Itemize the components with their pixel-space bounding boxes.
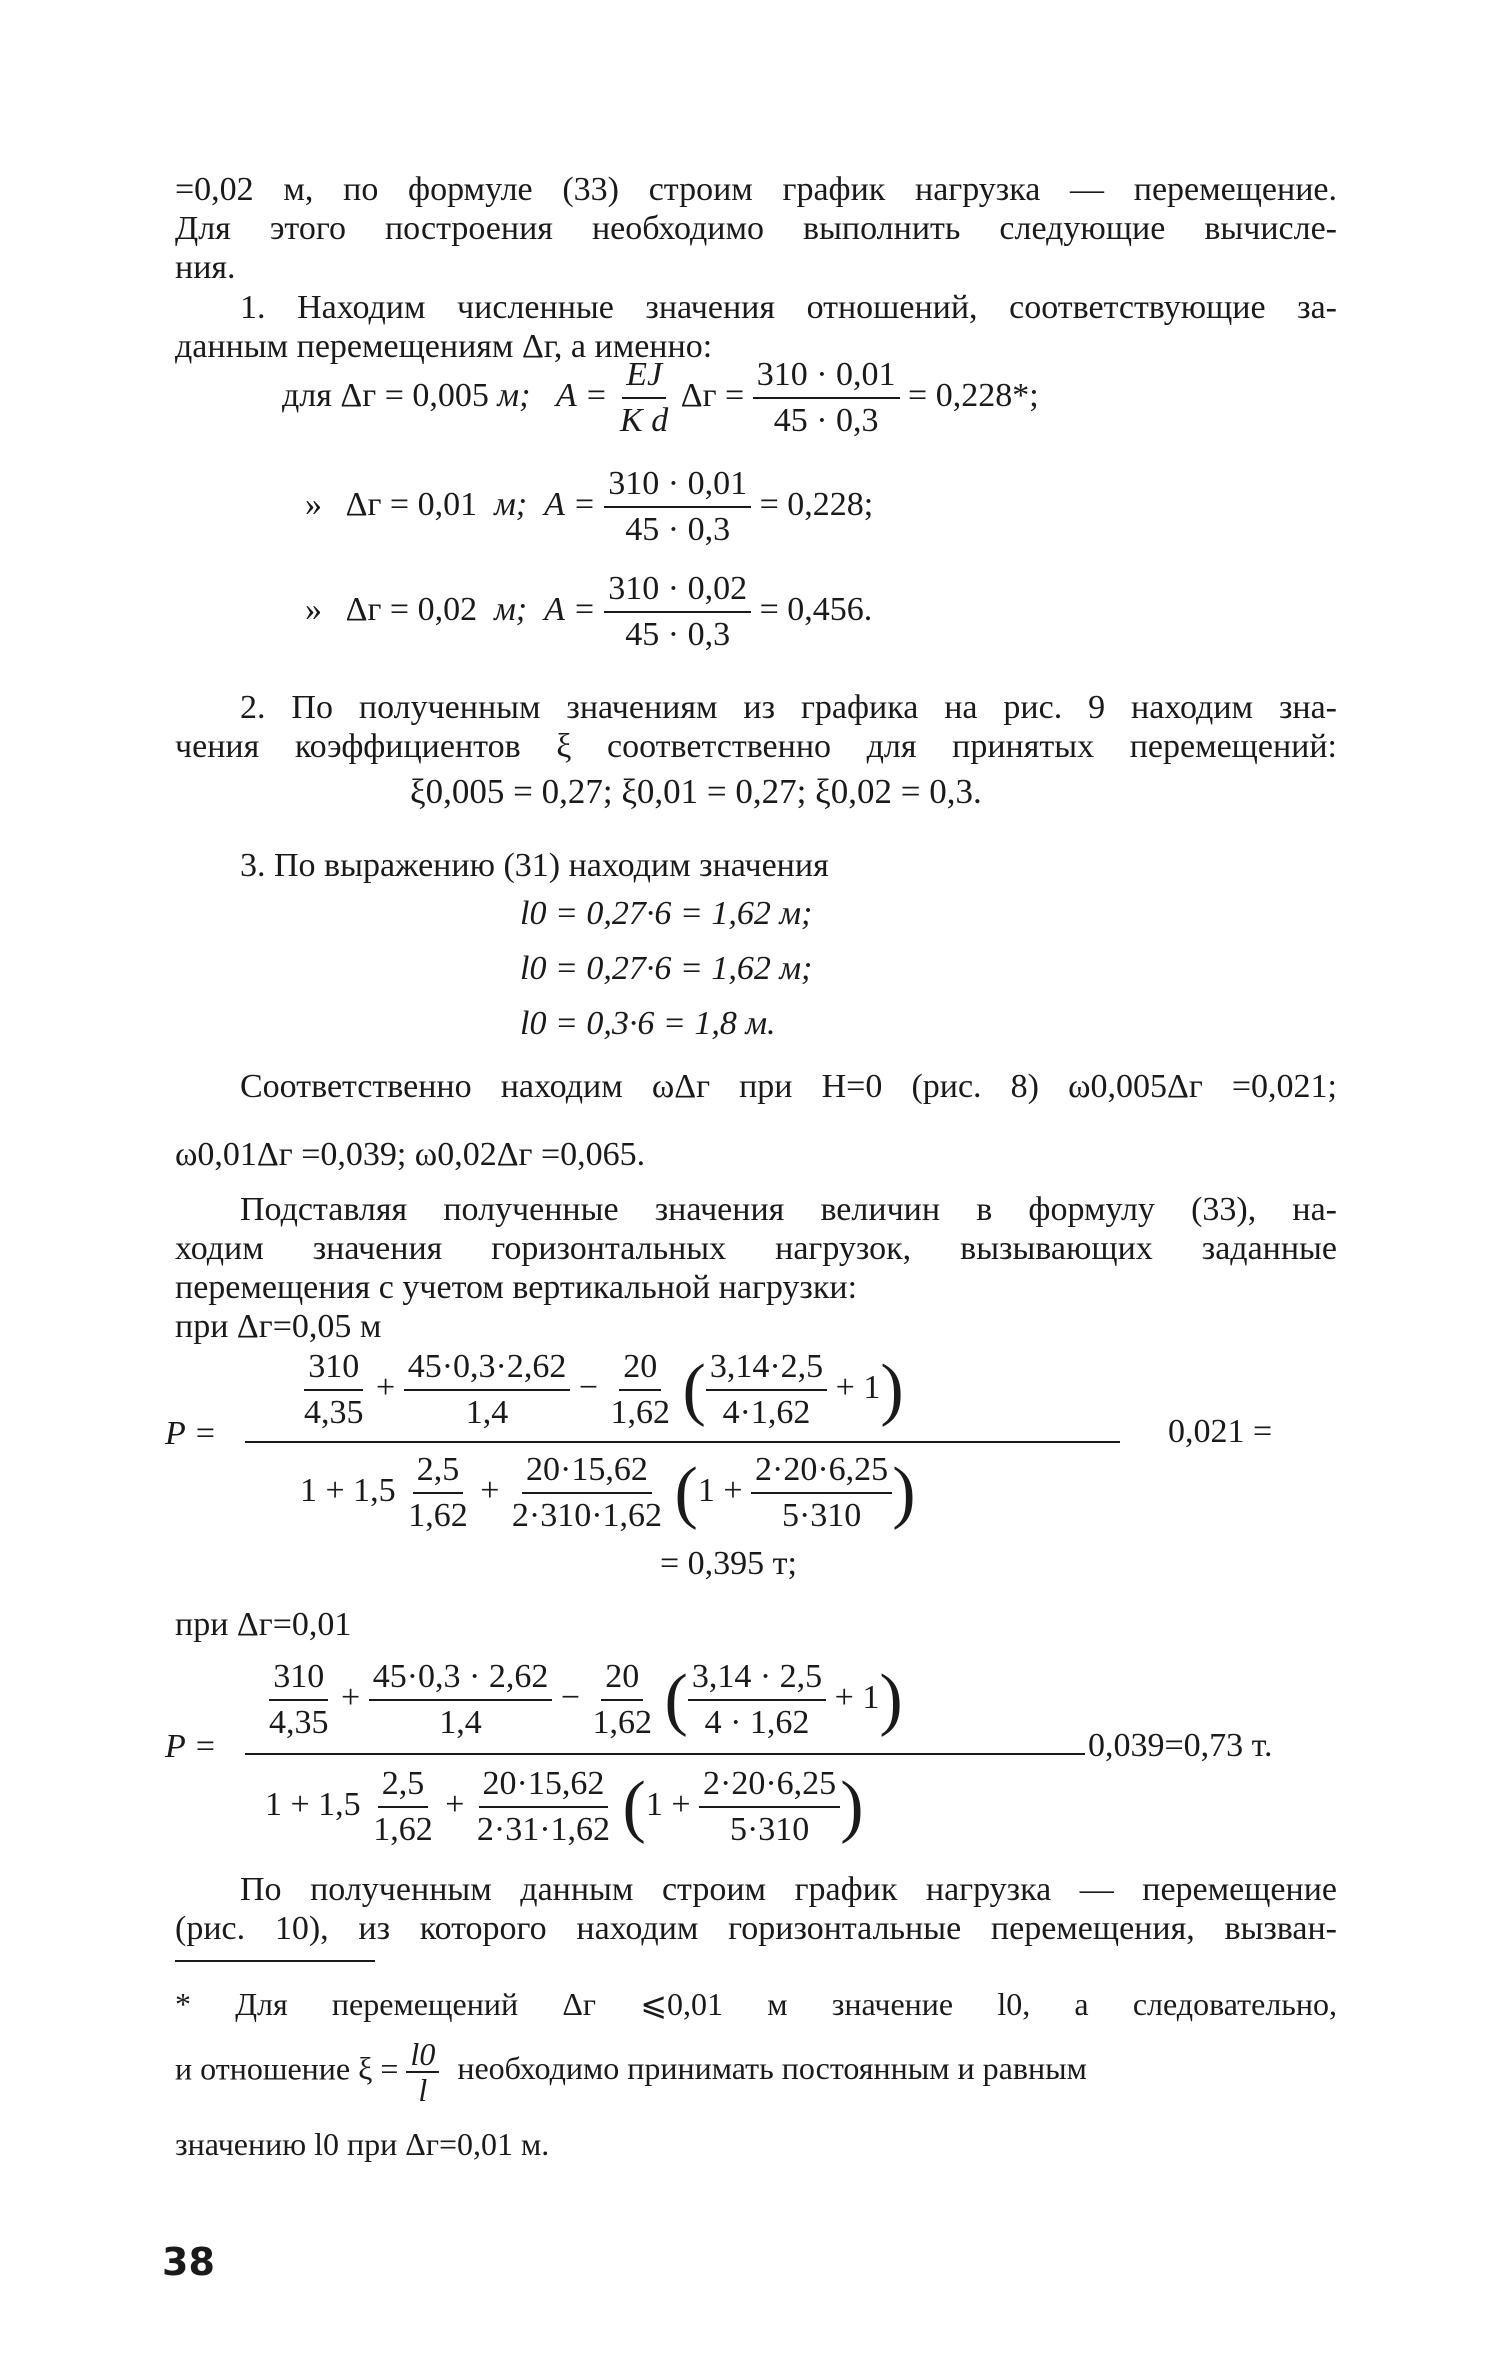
- a-row-lhs: A =: [544, 485, 596, 523]
- a-row-1: [282, 353, 1039, 443]
- a-row-result: = 0,228*;: [908, 376, 1039, 414]
- step2-line-2: чения коэффициентов ξ соответственно для принятых перемещений:: [175, 728, 1337, 765]
- a-row-fraction: [604, 567, 751, 657]
- footnote-line-1: * Для перемещений Δг ⩽0,01 м значение l0, а следовательно,: [175, 1986, 1337, 2022]
- subst-line-3: перемещения с учетом вертикальной нагрузки:: [175, 1269, 858, 1306]
- l0-row-1: l0 = 0,27·6 = 1,62 м;: [520, 895, 813, 932]
- conclusion-line-1: По полученным данным строим график нагрузка — перемещение: [240, 1871, 1337, 1908]
- step2-line-1: 2. По полученным значениям из графика на рис. 9 находим зна-: [240, 689, 1337, 726]
- footnote-fraction: [406, 2037, 439, 2107]
- frac-num: 3,14·2,5: [706, 1345, 827, 1391]
- a-row-disp: Δг = 0,02: [345, 590, 478, 628]
- frac-num: 20·15,62: [479, 1762, 609, 1808]
- l0-row-2: l0 = 0,27·6 = 1,62 м;: [520, 950, 813, 987]
- num-term-2: $\frac{310}{4,35}$ + $\frac{45\cdot 0,3 \cdot 2,62}{1,4}$ − $\frac{20}{1,62}$ ( $\frac{3,14 \cdot 2,5}{4 \cdot 1,62}$ + 1): [265, 1655, 903, 1745]
- a-def-mult: Δг =: [680, 376, 745, 414]
- intro-line-2: Для этого построения необходимо выполнить следующие вычисле-: [175, 210, 1337, 247]
- frac-num: 2·20·6,25: [699, 1762, 840, 1808]
- a-row-disp: Δг = 0,01: [345, 485, 478, 523]
- num-term-1: $\frac{310}{4,35}$ + $\frac{45\cdot 0,3\cdot 2,62}{1,4}$ − $\frac{20}{1,62}$ ( $\frac{3,14\cdot 2,5}{4\cdot 1,62}$ + 1): [300, 1345, 904, 1435]
- case2-label: при Δг=0,01: [175, 1606, 352, 1643]
- a-row-den: 45 · 0,3: [773, 402, 879, 439]
- frac-num: 2,5: [378, 1762, 429, 1808]
- a-def-den: K d: [620, 402, 669, 439]
- frac-den: 4 · 1,62: [704, 1704, 810, 1741]
- frac-den: 4,35: [304, 1394, 364, 1431]
- frac-den: 1,62: [373, 1811, 433, 1848]
- den-term-1: 1 + 1,5 $\frac{2,5}{1,62}$ + $\frac{20\cdot 15,62}{2\cdot 310\cdot 1,62}$ (1 + $\frac{2\cdot 20\cdot 6,25}{5\cdot 310}$ ): [300, 1448, 916, 1538]
- a-row-lhs: A =: [544, 590, 596, 628]
- a-row-prefix: для: [282, 376, 332, 414]
- frac-den: 2·310·1,62: [511, 1497, 663, 1534]
- a-def-num: EJ: [622, 353, 666, 399]
- footnote-frac-num: l0: [406, 2037, 439, 2073]
- a-row-result: = 0,456.: [759, 590, 873, 628]
- frac-num: 3,14 · 2,5: [688, 1655, 826, 1701]
- conclusion-line-2: (рис. 10), из которого находим горизонтальные перемещения, вызван-: [175, 1910, 1337, 1947]
- subst-line-1: Подставляя полученные значения величин в формулу (33), на-: [240, 1191, 1337, 1228]
- a-row-den: 45 · 0,3: [625, 616, 731, 653]
- a-row-den: 45 · 0,3: [625, 511, 731, 548]
- den-start: 1 + 1,5: [265, 1785, 361, 1823]
- a-row-num: 310 · 0,02: [604, 567, 751, 613]
- a-row-fraction: [753, 353, 900, 443]
- frac-num: 20: [601, 1655, 643, 1701]
- step3-line: 3. По выражению (31) находим значения: [240, 847, 829, 884]
- a-row-fraction: [604, 462, 751, 552]
- frac-num: 2·20·6,25: [751, 1448, 892, 1494]
- l0-row-3: l0 = 0,3·6 = 1,8 м.: [520, 1005, 776, 1042]
- step1-line-2: данным перемещениям Δг, а именно:: [175, 328, 713, 365]
- frac-den: 1,62: [592, 1704, 653, 1741]
- frac-num: 20: [619, 1345, 661, 1391]
- frac-num: 45·0,3 · 2,62: [369, 1655, 553, 1701]
- frac-den: 4,35: [269, 1704, 329, 1741]
- footnote-line-2-before: и отношение ξ =: [175, 2050, 399, 2087]
- p-symbol: P =: [165, 1728, 217, 1765]
- den-term-2: 1 + 1,5 $\frac{2,5}{1,62}$ + $\frac{20\cdot 15,62}{2\cdot 31\cdot 1,62}$ (1 + $\frac{2\cdot 20\cdot 6,25}{5\cdot 310}$ ): [265, 1762, 864, 1852]
- p-symbol: P =: [165, 1415, 217, 1452]
- den-start: 1 + 1,5: [300, 1471, 396, 1509]
- frac-num: 310: [304, 1345, 363, 1391]
- a-row-3: [305, 567, 872, 657]
- case1-label: при Δг=0,05 м: [175, 1308, 382, 1345]
- footnote-line-3: значению l0 при Δг=0,01 м.: [175, 2126, 550, 2162]
- frac-den: 4·1,62: [722, 1394, 811, 1431]
- footnote-line-2-after: необходимо принимать постоянным и равным: [457, 2050, 1087, 2087]
- a-row-prefix: »: [305, 590, 322, 628]
- footnote-separator: [175, 1960, 375, 1962]
- step1-line-1: 1. Находим численные значения отношений, соответствующие за-: [240, 289, 1337, 326]
- a-def-fraction: [616, 353, 672, 443]
- xi-values: ξ0,005 = 0,27; ξ0,01 = 0,27; ξ0,02 = 0,3.: [410, 772, 982, 811]
- frac-num: 45·0,3·2,62: [404, 1345, 571, 1391]
- a-row-disp: Δг = 0,005: [340, 376, 489, 414]
- page-number: 38: [162, 2240, 215, 2284]
- frac-num: 20·15,62: [522, 1448, 652, 1494]
- footnote-line-2: [175, 2037, 1337, 2107]
- case1-result: = 0,395 т;: [660, 1545, 797, 1582]
- a-row-2: [305, 462, 873, 552]
- intro-line-1: =0,02 м, по формуле (33) строим график нагрузка — перемещение.: [175, 171, 1337, 208]
- main-fraction-bar: [245, 1753, 1085, 1755]
- a-def-lhs: A =: [555, 376, 608, 414]
- a-row-num: 310 · 0,01: [753, 353, 900, 399]
- omega-line-2: ω0,01Δг =0,039; ω0,02Δг =0,065.: [175, 1136, 646, 1173]
- frac-num: 2,5: [413, 1448, 464, 1494]
- a-row-result: = 0,228;: [759, 485, 874, 523]
- frac-den: 5·310: [781, 1497, 862, 1534]
- omega-line-1: Соответственно находим ωΔг при H=0 (рис. 8) ω0,005Δг =0,021;: [240, 1068, 1337, 1105]
- a-row-num: 310 · 0,01: [604, 462, 751, 508]
- frac-den: 1,4: [465, 1394, 509, 1431]
- frac-num: 310: [269, 1655, 328, 1701]
- subst-line-2: ходим значения горизонтальных нагрузок, вызывающих заданные: [175, 1230, 1337, 1267]
- case1-multiplier: 0,021 =: [1168, 1413, 1273, 1450]
- a-row-prefix: »: [305, 485, 322, 523]
- frac-den: 5·310: [729, 1811, 810, 1848]
- frac-den: 1,62: [610, 1394, 671, 1431]
- a-row-unit: м;: [497, 376, 531, 414]
- frac-den: 1,62: [408, 1497, 468, 1534]
- frac-den: 2·31·1,62: [476, 1811, 611, 1848]
- intro-line-3: ния.: [175, 249, 236, 286]
- a-row-unit: м;: [494, 590, 528, 628]
- main-fraction-bar: [245, 1441, 1120, 1443]
- frac-den: 1,4: [439, 1704, 482, 1741]
- case2-multiplier: 0,039=0,73 т.: [1088, 1727, 1273, 1764]
- footnote-frac-den: l: [418, 2072, 428, 2108]
- a-row-unit: м;: [494, 485, 528, 523]
